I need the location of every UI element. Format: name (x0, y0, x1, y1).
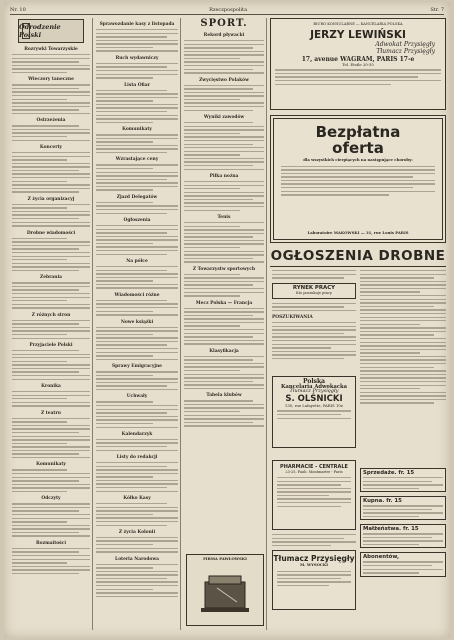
section-heading: Z teatru (41, 410, 61, 416)
free-offer-advert: Bezpłatna oferta dla wszystkich cierpiących na następujące choroby: Laboratoire MAKOWSKI — 31, rue Louis PARIS (270, 115, 446, 243)
classified-ads-title: OGŁOSZENIA DROBNE (270, 248, 446, 264)
section-heading: Rozmaitości (36, 540, 66, 546)
section-heading: Ogłoszenia (123, 218, 151, 223)
classified-category-box (360, 524, 446, 548)
article-body (184, 181, 264, 211)
tlumacz-title: Tłumacz Przysięgły (273, 554, 355, 563)
section-heading: Wieczory taneczne (28, 77, 74, 83)
section-heading: Z Towarzystw sportowych (192, 266, 256, 272)
classifieds-lower (272, 534, 356, 546)
category-title: Kupna. (363, 498, 387, 505)
article-body (12, 391, 90, 407)
article-body (96, 503, 178, 526)
section-heading: Na półce (126, 259, 148, 265)
olsnicki-name: S. OLŚNICKI (285, 393, 343, 404)
classified-category-box (360, 468, 446, 492)
section-heading: Sprawozdanie kasy z listopada (99, 22, 175, 27)
section-heading: Z różnych stron (31, 312, 71, 318)
section-heading: Lista Ofiar (124, 82, 150, 88)
section-heading: Ostrzeżenia (36, 118, 66, 124)
section-heading: Rekord pływacki (203, 33, 245, 38)
article-body (184, 274, 264, 297)
section-heading: Zwycięstwo Polaków (199, 77, 249, 83)
section-heading: Z życia organizacyj (27, 196, 75, 202)
section-heading: Nowe książki (120, 319, 154, 325)
article-body (12, 469, 90, 492)
article-body (96, 90, 178, 124)
article-body (96, 300, 178, 316)
offer-title: Bezpłatna (315, 123, 401, 141)
section-heading: Koncerty (39, 145, 63, 150)
mid-column (96, 18, 178, 632)
classified-category-box (360, 552, 446, 576)
article-body (12, 84, 90, 114)
column-rule (92, 18, 93, 630)
section-heading: Kalendarzyk (121, 431, 153, 437)
classifieds-left: RYNEK PRACY Kto poszukuje pracy POSZUKIWANIA (272, 270, 356, 359)
article-body (12, 204, 90, 227)
lewinski-advert: BIURO KONSULARNE — KANCELARIA POLSKA JERZY LEWIŃSKI Adwokat Przysięgły Tłumacz Przysięgły 17, avenue WAGRAM, PARIS 17-e Tel. Etoile 20-35 (270, 18, 446, 110)
article-body (96, 63, 178, 79)
article-body (12, 320, 90, 339)
masthead-title: Rzeczpospolita (209, 6, 248, 13)
section-heading: Z życia Kolonii (118, 529, 156, 535)
article-body (184, 356, 264, 390)
article-body (184, 222, 264, 263)
phonograph-image (187, 562, 263, 620)
article-body (184, 308, 264, 345)
article-body (96, 327, 178, 361)
article-body (12, 282, 90, 308)
section-heading: Wzrastające ceny (115, 157, 159, 163)
classified-category-box (360, 496, 446, 520)
section-heading: Rozrywki Towarzyskie (24, 47, 78, 52)
rynek-pracy-box: RYNEK PRACY Kto poszukuje pracy (272, 283, 356, 299)
section-heading: Piłka nożna (209, 173, 239, 179)
article-body (184, 400, 264, 426)
column-rule (180, 18, 181, 630)
sport-column (184, 18, 264, 632)
article-body (12, 125, 90, 141)
section-heading: Mecz Polska — Francja (195, 300, 253, 306)
section-heading: Tenis (217, 214, 231, 220)
section-heading: Komunikaty (36, 462, 66, 468)
issue-number: Nr. 10 (10, 6, 26, 13)
article-body (96, 564, 178, 598)
article-body (96, 134, 178, 153)
section-heading: Ruch wydawniczy (115, 55, 159, 61)
section-heading: Klasyfikacja (209, 348, 239, 354)
article-body (184, 85, 264, 111)
article-body (96, 164, 178, 190)
page-number: Str. 7 (430, 6, 444, 13)
article-body (96, 401, 178, 427)
olsnicki-advert: Polska Kancelaria Adwokacka Tłumacz Przysięgły S. OLŚNICKI 130, rue Lafayette, PARIS 10e (272, 376, 356, 448)
classifieds-right (360, 270, 446, 404)
section-heading: Tabela klubów (206, 393, 242, 399)
article-body (96, 537, 178, 553)
organisation-logo: Odrodzenie Polski (18, 19, 84, 43)
pharmacie-advert: PHARMACIE - CENTRALE 23-25, Faub. Montmartre - Paris (272, 460, 356, 530)
article-body (96, 266, 178, 289)
section-heading: Zebrania (40, 275, 62, 281)
page-header (10, 5, 444, 15)
article-body (12, 418, 90, 459)
tlumacz-advert: Tłumacz Przysięgły M. WYSOCKI (272, 550, 356, 610)
mid-column-body (96, 22, 178, 597)
section-heading: Komunikaty (122, 127, 152, 133)
column-rule (266, 18, 267, 630)
advert-body (271, 67, 445, 87)
classifieds-small-headers (360, 468, 446, 581)
article-body (96, 29, 178, 52)
article-body (12, 350, 90, 380)
article-body (96, 202, 178, 214)
category-price: fr. 15 (386, 498, 402, 505)
article-body (12, 152, 90, 193)
section-heading: Przyjaciele Polski (29, 342, 73, 348)
lawyer-name: JERZY LEWIŃSKI (310, 28, 406, 41)
article-body (96, 225, 178, 255)
section-heading: Uchwały (126, 394, 148, 400)
article-body (184, 122, 264, 170)
section-heading: Kronika (41, 383, 61, 389)
article-body (12, 238, 90, 272)
section-heading: Loteria Narodowa (115, 556, 159, 562)
section-heading: Wyniki zawodów (203, 115, 245, 121)
lawyer-address: 17, avenue WAGRAM, PARIS 17-e (301, 55, 415, 63)
section-heading: Odczyty (41, 496, 61, 502)
article-body (12, 54, 90, 73)
category-title: Sprzedaże. (363, 470, 399, 476)
newspaper-page (4, 2, 450, 638)
sport-column-body (184, 33, 264, 427)
flag-icon (22, 23, 30, 39)
section-heading: Drobne wiadomości (26, 230, 76, 236)
article-body (12, 503, 90, 537)
section-heading: Zjazd Delegatów (116, 194, 158, 200)
category-price: fr. 15 (398, 470, 415, 476)
section-heading: Sprawy Emigracyjne (112, 364, 162, 370)
section-heading: Wiadomości różne (114, 292, 160, 298)
article-body (96, 371, 178, 390)
article-body (12, 548, 90, 574)
section-heading: Kółko Kasy (123, 496, 151, 502)
category-title: Abonentów, (363, 554, 400, 561)
left-column (12, 18, 90, 632)
category-title: Małżeństwa. (363, 526, 403, 533)
article-body (96, 462, 178, 492)
category-price: fr. 15 (402, 526, 419, 533)
phonograph-advert: FIRMA PAWŁOWSKI (186, 554, 264, 626)
section-heading: Listy do redakcji (116, 455, 158, 461)
article-body (184, 40, 264, 74)
sport-heading: SPORT. (200, 18, 248, 29)
left-column-body (12, 47, 90, 574)
article-body (96, 439, 178, 451)
